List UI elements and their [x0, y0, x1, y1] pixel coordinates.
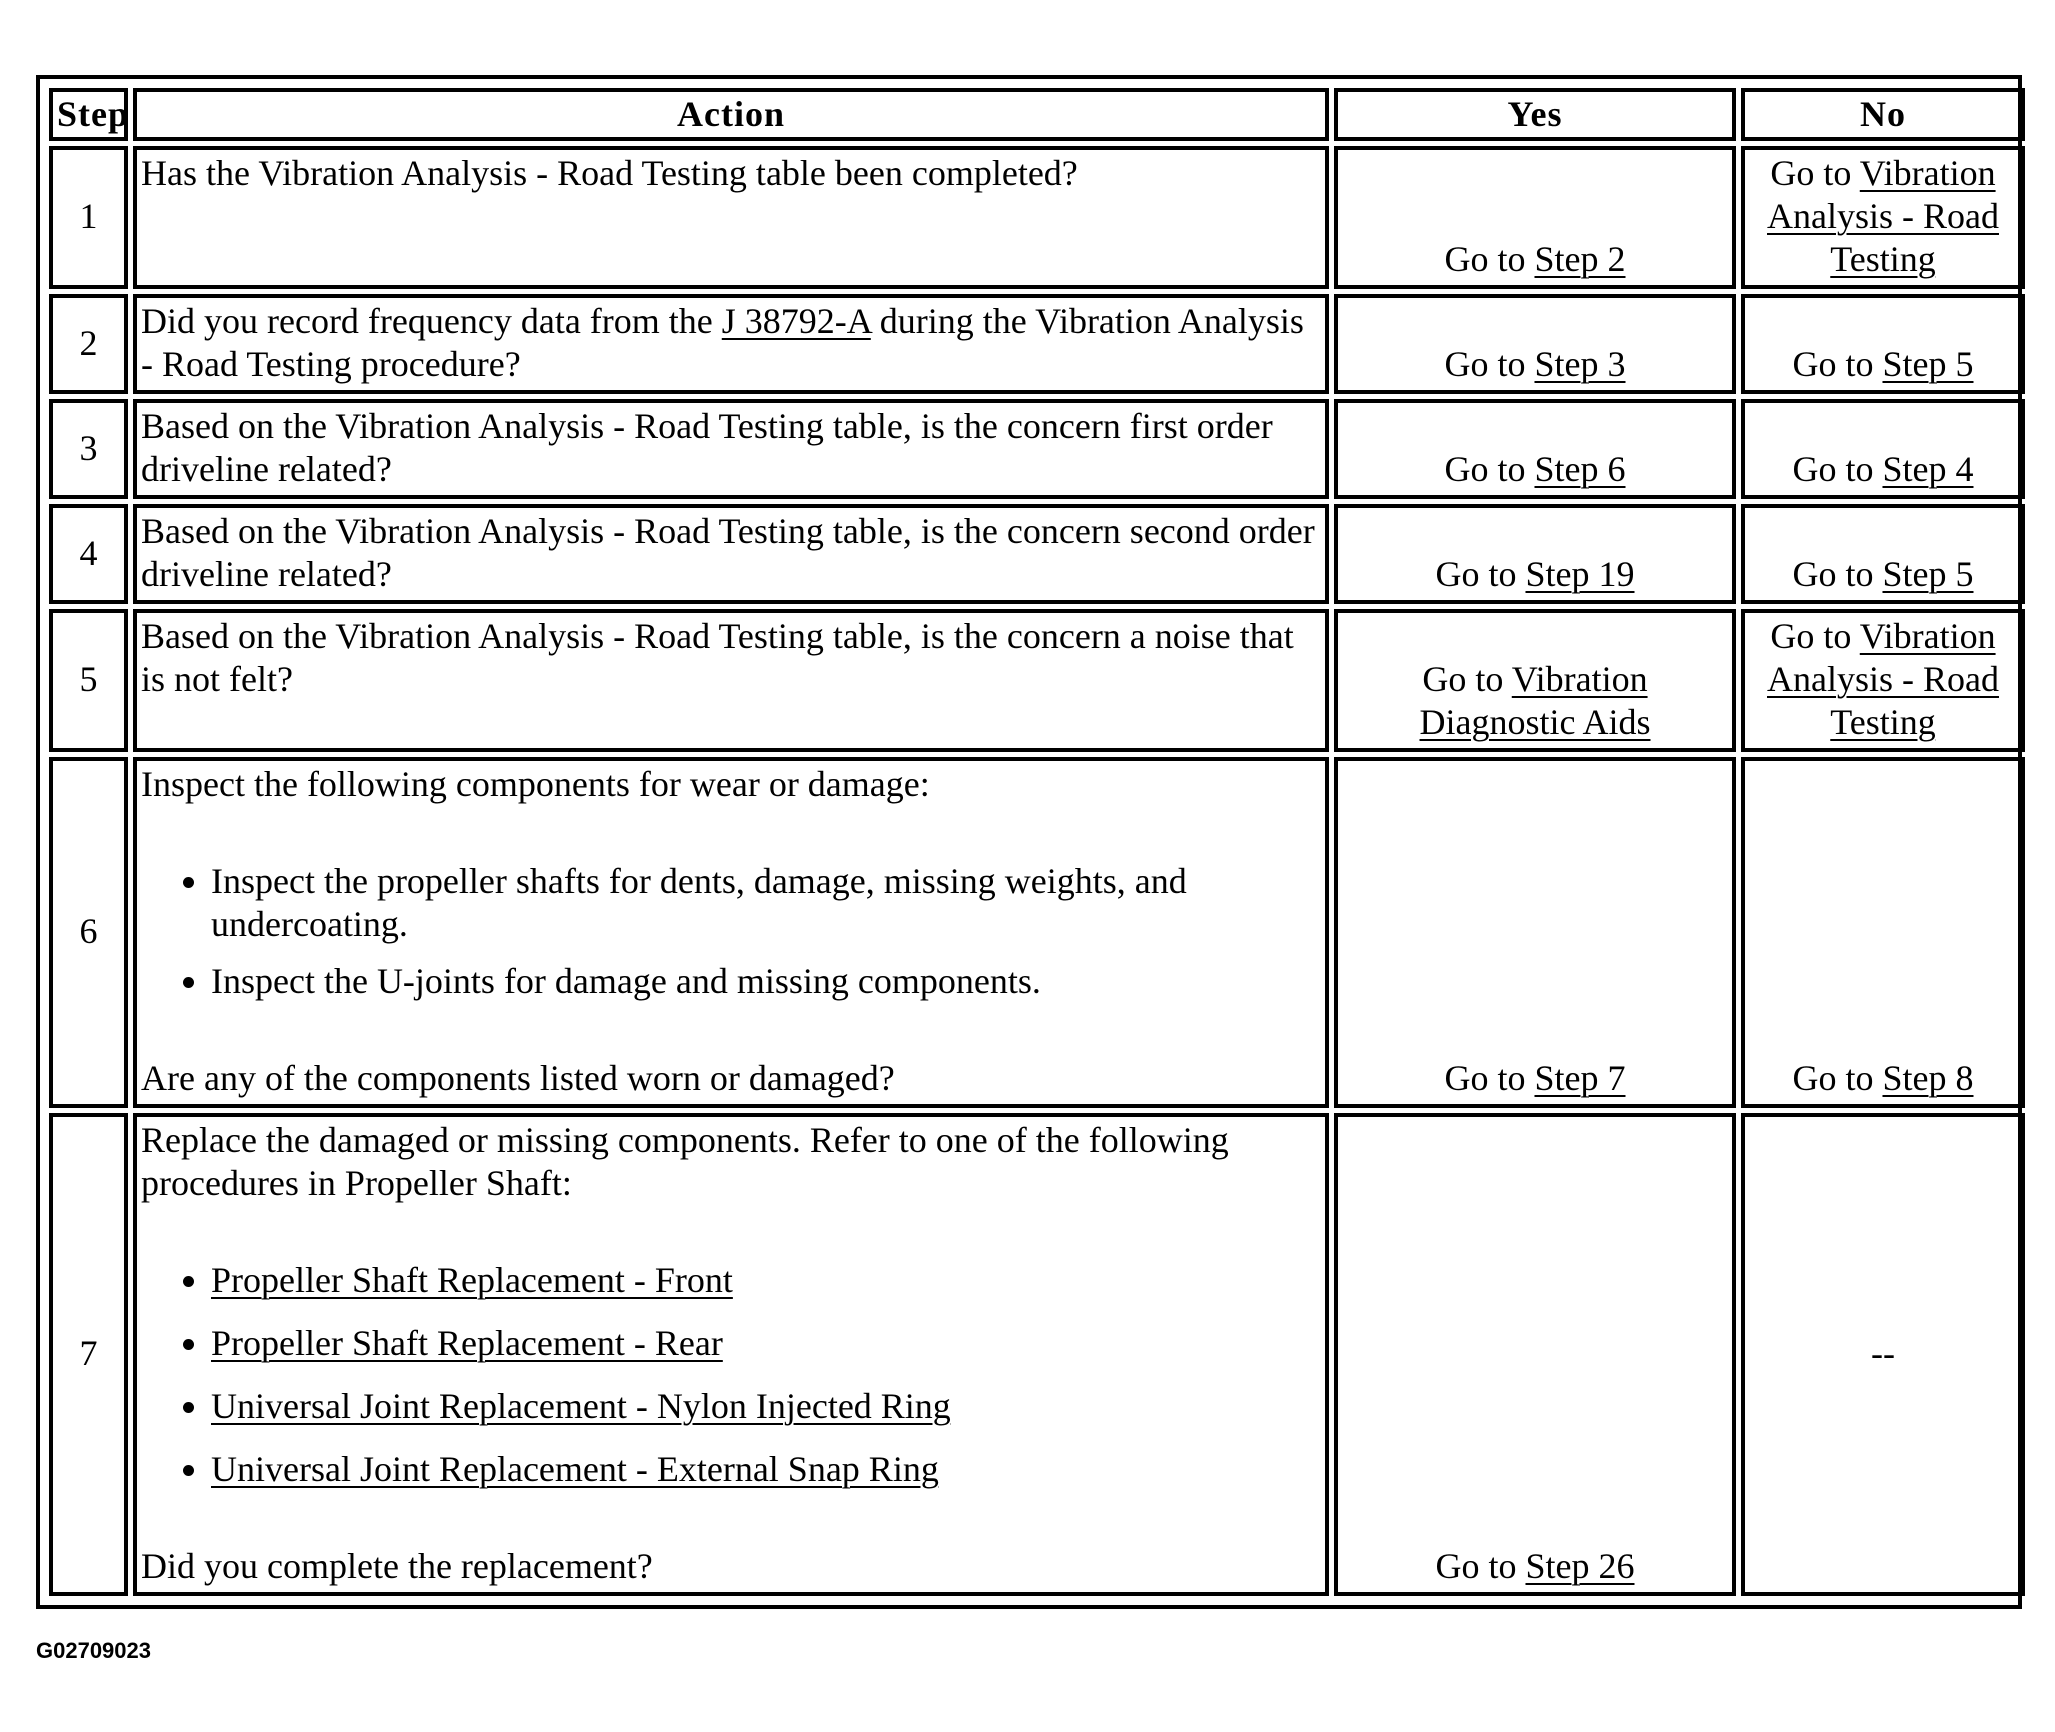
- no-prefix: Go to: [1792, 554, 1883, 594]
- link-step-2[interactable]: Step 2: [1534, 239, 1626, 279]
- no-cell: [1741, 399, 2025, 499]
- header-action: Action: [133, 88, 1329, 141]
- link-step-4[interactable]: Step 4: [1882, 449, 1974, 489]
- header-no: No: [1741, 88, 2025, 141]
- no-cell: [1741, 146, 2025, 289]
- action-cell: [133, 399, 1329, 499]
- header-yes: Yes: [1334, 88, 1736, 141]
- yes-cell: [1334, 504, 1736, 604]
- action-intro: Inspect the following components for wear or damage:: [141, 764, 930, 804]
- action-cell: [133, 294, 1329, 394]
- link-step-3[interactable]: Step 3: [1534, 344, 1626, 384]
- list-item: • Inspect the propeller shafts for dents, damage, missing weights, and undercoating.: [211, 860, 1321, 946]
- procedure-list: [141, 1259, 1321, 1491]
- list-item: • Inspect the U-joints for damage and missing components.: [211, 960, 1321, 1003]
- step-number: 3: [49, 399, 128, 499]
- header-step: Step: [49, 88, 128, 141]
- link-step-5[interactable]: Step 5: [1882, 554, 1974, 594]
- yes-prefix: Go to: [1444, 449, 1535, 489]
- yes-cell: [1334, 399, 1736, 499]
- yes-cell: [1334, 1113, 1736, 1596]
- link-universal-joint-replacement-snap-ring[interactable]: Universal Joint Replacement - External Snap Ring: [211, 1449, 939, 1489]
- inspection-list: [141, 860, 1321, 1003]
- action-text: Based on the Vibration Analysis - Road Testing table, is the concern first order driveline related?: [141, 406, 1273, 489]
- no-prefix: Go to: [1770, 153, 1860, 193]
- yes-prefix: Go to: [1444, 1058, 1535, 1098]
- link-vibration-analysis-road-testing[interactable]: Vibration Analysis - Road Testing: [1767, 153, 1999, 279]
- yes-cell: [1334, 757, 1736, 1108]
- header-row: [49, 88, 2025, 141]
- step-number: 7: [49, 1113, 128, 1596]
- step-number: 4: [49, 504, 128, 604]
- table-row-step-1: [49, 146, 2025, 289]
- diagnostic-table-frame: [36, 75, 2022, 1609]
- link-step-26[interactable]: Step 26: [1525, 1546, 1635, 1586]
- action-text: Has the Vibration Analysis - Road Testing table been completed?: [141, 153, 1078, 193]
- list-item: [211, 1259, 1321, 1302]
- table-row-step-4: [49, 504, 2025, 604]
- link-step-19[interactable]: Step 19: [1525, 554, 1635, 594]
- figure-id: G02709023: [36, 1638, 151, 1663]
- yes-prefix: Go to: [1435, 1546, 1526, 1586]
- action-text: Based on the Vibration Analysis - Road Testing table, is the concern a noise that is not felt?: [141, 616, 1294, 699]
- table-row-step-6: [49, 757, 2025, 1108]
- link-vibration-analysis-road-testing[interactable]: Vibration Analysis - Road Testing: [1767, 616, 1999, 742]
- link-step-7[interactable]: Step 7: [1534, 1058, 1626, 1098]
- no-empty-dash: --: [1871, 1333, 1895, 1373]
- link-step-8[interactable]: Step 8: [1882, 1058, 1974, 1098]
- yes-cell: [1334, 609, 1736, 752]
- table-row-step-2: [49, 294, 2025, 394]
- action-cell: [133, 1113, 1329, 1596]
- link-universal-joint-replacement-nylon[interactable]: Universal Joint Replacement - Nylon Injected Ring: [211, 1386, 951, 1426]
- yes-prefix: Go to: [1444, 239, 1535, 279]
- link-step-6[interactable]: Step 6: [1534, 449, 1626, 489]
- table-row-step-3: [49, 399, 2025, 499]
- table-row-step-5: [49, 609, 2025, 752]
- list-item: [211, 1322, 1321, 1365]
- action-question: Are any of the components listed worn or damaged?: [141, 1058, 895, 1098]
- link-j-38792-a[interactable]: J 38792-A: [721, 301, 871, 341]
- table-row-step-7: [49, 1113, 2025, 1596]
- diagnostic-table: [44, 83, 2030, 1601]
- no-cell: [1741, 294, 2025, 394]
- yes-prefix: Go to: [1444, 344, 1535, 384]
- step-number: 1: [49, 146, 128, 289]
- action-question: Did you complete the replacement?: [141, 1546, 653, 1586]
- no-cell: [1741, 609, 2025, 752]
- yes-prefix: Go to: [1435, 554, 1526, 594]
- no-cell: [1741, 504, 2025, 604]
- step-number: 6: [49, 757, 128, 1108]
- action-text-post: during the Vibration Analysis - Road Testing procedure?: [141, 301, 1304, 384]
- action-cell: [133, 504, 1329, 604]
- link-vibration-diagnostic-aids[interactable]: Vibration Diagnostic Aids: [1419, 659, 1651, 742]
- step-number: 5: [49, 609, 128, 752]
- no-cell: [1741, 1113, 2025, 1596]
- list-item: [211, 1448, 1321, 1491]
- link-propeller-shaft-replacement-front[interactable]: Propeller Shaft Replacement - Front: [211, 1260, 733, 1300]
- no-prefix: Go to: [1770, 616, 1860, 656]
- action-cell: [133, 757, 1329, 1108]
- action-intro: Replace the damaged or missing components. Refer to one of the following procedures in Propeller Shaft:: [141, 1120, 1229, 1203]
- yes-prefix: Go to: [1422, 659, 1512, 699]
- action-text: Based on the Vibration Analysis - Road Testing table, is the concern second order driveline related?: [141, 511, 1315, 594]
- action-text-pre: Did you record frequency data from the: [141, 301, 722, 341]
- step-number: 2: [49, 294, 128, 394]
- action-cell: [133, 609, 1329, 752]
- link-propeller-shaft-replacement-rear[interactable]: Propeller Shaft Replacement - Rear: [211, 1323, 723, 1363]
- yes-cell: [1334, 146, 1736, 289]
- link-step-5[interactable]: Step 5: [1882, 344, 1974, 384]
- action-cell: [133, 146, 1329, 289]
- list-item: [211, 1385, 1321, 1428]
- no-prefix: Go to: [1792, 1058, 1883, 1098]
- no-prefix: Go to: [1792, 344, 1883, 384]
- no-cell: [1741, 757, 2025, 1108]
- yes-cell: [1334, 294, 1736, 394]
- no-prefix: Go to: [1792, 449, 1883, 489]
